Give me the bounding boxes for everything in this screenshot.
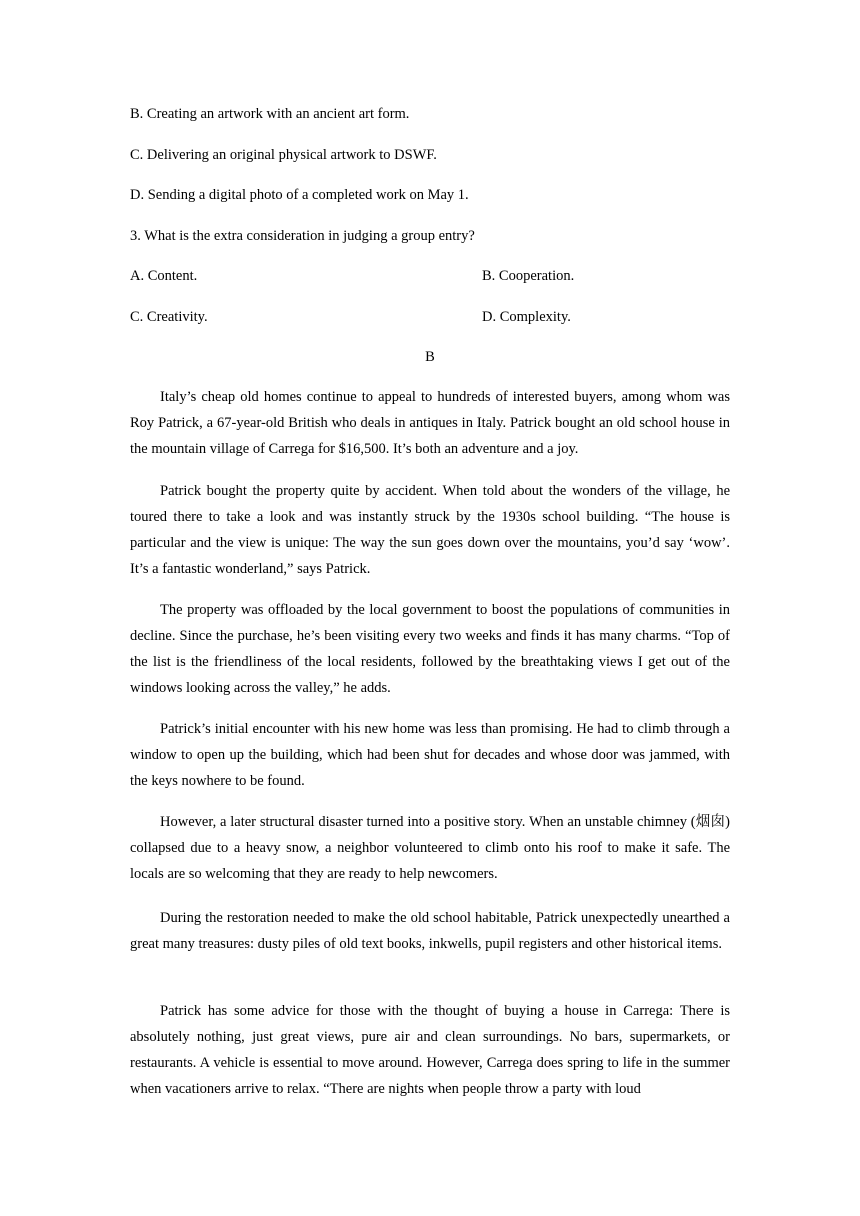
q2-option-d: D. Sending a digital photo of a completed work on May 1. bbox=[130, 187, 469, 203]
section-letter: B bbox=[425, 349, 435, 365]
q3-option-a: A. Content. bbox=[130, 268, 198, 284]
q3-question: 3. What is the extra consideration in judging a group entry? bbox=[130, 228, 475, 244]
q2-option-b: B. Creating an artwork with an ancient art form. bbox=[130, 106, 410, 122]
paragraph-6: During the restoration needed to make the old school habitable, Patrick unexpectedly unearthed a great many treasures: dusty piles of old text books, inkwells, pupil registers and other historical items. bbox=[130, 910, 730, 952]
q3-option-c: C. Creativity. bbox=[130, 309, 208, 325]
paragraph-5: However, a later structural disaster turned into a positive story. When an unstable chimney (烟囱) collapsed due to a heavy snow, a neighbor volunteered to climb onto his roof to make it safe. The locals are so welcoming that they are ready to help newcomers. bbox=[130, 814, 730, 882]
paragraph-7: Patrick has some advice for those with the thought of buying a house in Carrega: There is absolutely nothing, just great views, pure air and clean surroundings. No bars, supermarkets, or restaurants. A vehicle is essential to move around. However, Carrega does spring to life in the summer when vacationers arrive to relax. “There are nights when people throw a party with loud bbox=[130, 1003, 730, 1097]
paragraph-1: Italy’s cheap old homes continue to appeal to hundreds of interested buyers, among whom was Roy Patrick, a 67-year-old British who deals in antiques in Italy. Patrick bought an old school house in the mountain village of Carrega for $16,500. It’s both an adventure and a joy. bbox=[130, 389, 730, 457]
q3-option-b: B. Cooperation. bbox=[482, 268, 575, 284]
q3-option-d: D. Complexity. bbox=[482, 309, 571, 325]
paragraph-4: Patrick’s initial encounter with his new home was less than promising. He had to climb through a window to open up the building, which had been shut for decades and whose door was jammed, with the keys nowhere to be found. bbox=[130, 721, 730, 789]
paragraph-2: Patrick bought the property quite by accident. When told about the wonders of the village, he toured there to take a look and was instantly struck by the 1930s school building. “The house is particular and the view is unique: The way the sun goes down over the mountains, you’d say ‘wow’. It’s a fantastic wonderland,” says Patrick. bbox=[130, 483, 730, 577]
paragraph-3: The property was offloaded by the local government to boost the populations of communities in decline. Since the purchase, he’s been visiting every two weeks and finds it has many charms. “Top of the list is the friendliness of the local residents, followed by the breathtaking views I get out of the windows looking across the valley,” he adds. bbox=[130, 602, 730, 696]
q2-option-c: C. Delivering an original physical artwork to DSWF. bbox=[130, 147, 437, 163]
